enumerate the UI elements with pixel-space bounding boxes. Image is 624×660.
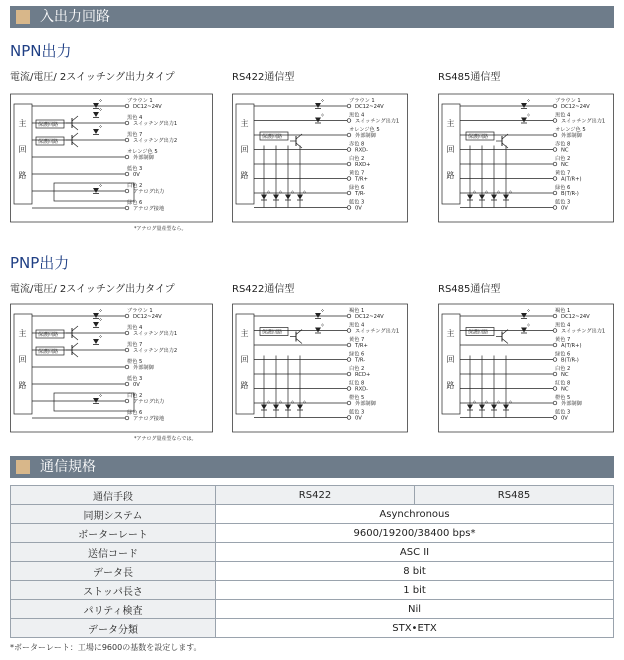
section-marker-icon	[16, 460, 30, 474]
spec-header-cell: RS485	[415, 486, 614, 505]
pnp-rs422-diagram	[232, 298, 410, 448]
wire-color-label: 橙色 5	[127, 359, 143, 365]
diode-icon	[467, 191, 476, 201]
terminal-icon	[553, 206, 557, 210]
wire-function-label: T/R+	[355, 176, 368, 183]
spec-value-cell: 1 bit	[216, 581, 614, 600]
wire-function-label: DC12~24V	[133, 104, 162, 110]
wire-color-label: 白色 2	[349, 366, 365, 372]
circuit-svg	[10, 298, 215, 448]
circuit-svg	[438, 88, 616, 238]
wire-function-label: NC	[561, 386, 569, 393]
diode-icon	[479, 401, 488, 411]
main-circuit-label: 回	[18, 145, 27, 154]
wire-color-label: 黄色 7	[349, 170, 365, 177]
terminal-icon	[125, 331, 129, 335]
terminal-icon	[553, 119, 557, 123]
wire-color-label: 白色 2	[127, 393, 143, 399]
wire-color-label: 藍色 3	[555, 409, 571, 416]
table-row	[11, 562, 614, 581]
diode-icon	[521, 99, 530, 109]
terminal-icon	[553, 343, 557, 347]
wire-color-label: 緑色 6	[349, 351, 365, 358]
wire-color-label: 黒色 4	[349, 322, 365, 329]
wire-color-label: 黒色 4	[127, 325, 143, 331]
main-circuit-label: 回	[446, 355, 455, 364]
diode-icon	[467, 401, 476, 411]
wire-color-label: 黒色 4	[349, 112, 365, 119]
terminal-icon	[347, 314, 351, 318]
wire-function-label: NC	[561, 372, 569, 378]
wire-function-label: DC12~24V	[133, 314, 162, 320]
main-circuit-label: 主	[240, 119, 249, 128]
spec-value-cell: Asynchronous	[216, 505, 614, 524]
wire-color-label: ブラウン 1	[127, 308, 153, 314]
diode-icon	[93, 394, 102, 404]
diode-icon	[93, 125, 102, 135]
wire-color-label: ブラウン 1	[349, 98, 375, 104]
terminal-icon	[125, 348, 129, 352]
protection-circuit-label: 保護回路	[468, 329, 489, 336]
wire-color-label: 赤色 8	[555, 141, 571, 148]
wire-color-label: 黄色 7	[555, 170, 571, 177]
diode-icon	[503, 191, 512, 201]
protection-circuit-label: 保護回路	[262, 134, 283, 140]
diode-icon	[521, 309, 530, 319]
diode-icon	[273, 401, 282, 411]
wire-color-label: 黄色 7	[349, 337, 365, 343]
wire-function-label: B(T/R-)	[561, 191, 579, 197]
wire-function-label: 外部制御	[133, 155, 154, 161]
terminal-icon	[553, 162, 557, 166]
wire-function-label: 0V	[561, 415, 568, 422]
spec-key-cell: ストッパ長さ	[11, 581, 216, 600]
diagram-note: *アナログ量産型ならでは。	[134, 436, 197, 442]
spec-key-cell: ボーターレート	[11, 524, 216, 543]
wire-color-label: 橙色 5	[349, 395, 365, 401]
spec-value-cell: ASC II	[216, 543, 614, 562]
terminal-icon	[125, 382, 129, 386]
wire-function-label: スイッチング出力1	[561, 328, 606, 335]
diode-icon	[285, 401, 294, 411]
table-row	[11, 524, 614, 543]
diode-icon	[297, 191, 306, 201]
main-circuit-label: 主	[446, 329, 455, 338]
wire-function-label: 外部制御	[133, 365, 154, 371]
npn-rs422-diagram	[232, 88, 410, 238]
main-circuit-label: 回	[446, 145, 455, 154]
npn-rs485-diagram	[438, 88, 616, 238]
terminal-icon	[347, 191, 351, 195]
circuit-svg	[232, 88, 410, 238]
circuit-frame	[11, 304, 213, 432]
section-marker-icon	[16, 10, 30, 24]
table-row	[11, 581, 614, 600]
table-row	[11, 600, 614, 619]
wire-function-label: RCD+	[355, 372, 371, 378]
diode-icon	[93, 309, 102, 319]
terminal-icon	[553, 133, 557, 137]
wire-color-label: 緑色 6	[555, 185, 571, 191]
spec-header-cell: 通信手段	[11, 486, 216, 505]
wire-function-label: DC12~24V	[355, 314, 384, 320]
main-circuit-label: 主	[446, 119, 455, 128]
wire-function-label: RXD-	[355, 386, 369, 393]
protection-circuit-label: 保護回路	[468, 134, 489, 140]
main-circuit-label: 路	[446, 381, 455, 390]
wire-color-label: 緑色 6	[127, 410, 143, 416]
terminal-icon	[347, 133, 351, 137]
wire-function-label: 外部制御	[561, 133, 582, 139]
circuit-frame	[233, 94, 408, 222]
wire-color-label: 藍色 3	[349, 199, 365, 206]
wire-color-label: 紅色 8	[555, 380, 571, 387]
terminal-icon	[125, 104, 129, 108]
terminal-icon	[553, 358, 557, 362]
wire-color-label: 白色 2	[555, 366, 571, 372]
main-circuit-label: 路	[18, 171, 27, 180]
terminal-icon	[553, 191, 557, 195]
npn-type-label-analog: 電流/電圧/ 2スイッチング出力タイプ	[10, 72, 175, 83]
wire-function-label: T/R+	[355, 343, 368, 349]
diode-icon	[273, 191, 282, 201]
wire-function-label: スイッチング出力1	[133, 331, 178, 337]
wire-color-label: 緑色 6	[127, 200, 143, 206]
terminal-icon	[347, 177, 351, 181]
diode-icon	[315, 114, 324, 124]
main-circuit-label: 路	[240, 381, 249, 390]
protection-circuit-label: 保護回路	[38, 349, 59, 355]
diode-icon	[521, 114, 530, 124]
wire-function-label: アナログ接地	[133, 206, 165, 212]
terminal-icon	[347, 206, 351, 210]
circuit-frame	[233, 304, 408, 432]
wire-color-label: 紅色 8	[349, 380, 365, 387]
terminal-icon	[347, 387, 351, 391]
wire-color-label: 白色 2	[555, 156, 571, 162]
protection-circuit-label: 保護回路	[38, 332, 59, 338]
terminal-icon	[347, 401, 351, 405]
wire-color-label: 褐色 1	[349, 308, 365, 314]
terminal-icon	[347, 416, 351, 420]
pnp-type-label-rs422: RS422通信型	[232, 284, 295, 295]
diagram-note: *アナログ量産型なら。	[134, 226, 187, 232]
wire-function-label: DC12~24V	[355, 104, 384, 110]
terminal-icon	[553, 314, 557, 318]
main-circuit-label: 路	[18, 381, 27, 390]
terminal-icon	[347, 104, 351, 108]
protection-circuit-label: 保護回路	[38, 122, 59, 128]
main-circuit-label: 主	[18, 119, 27, 128]
pnp-analog-diagram	[10, 298, 215, 448]
wire-color-label: オレンジ色 5	[555, 127, 586, 133]
wire-function-label: 0V	[561, 205, 568, 212]
circuit-svg	[438, 298, 616, 448]
diode-icon	[261, 401, 270, 411]
wire-function-label: DC12~24V	[561, 104, 590, 110]
main-circuit-label: 回	[18, 355, 27, 364]
spec-value-cell: 9600/19200/38400 bps*	[216, 524, 614, 543]
terminal-icon	[125, 138, 129, 142]
terminal-icon	[347, 162, 351, 166]
diode-icon	[93, 184, 102, 194]
spec-key-cell: パリティ検査	[11, 600, 216, 619]
diode-icon	[93, 335, 102, 345]
analog-output-box	[54, 183, 134, 201]
spec-value-cell: STX•ETX	[216, 619, 614, 638]
wire-color-label: 黒色 4	[555, 112, 571, 119]
diode-icon	[521, 324, 530, 334]
wire-function-label: スイッチング出力1	[561, 118, 606, 125]
diode-icon	[491, 191, 500, 201]
terminal-icon	[125, 121, 129, 125]
pnp-rs485-diagram	[438, 298, 616, 448]
terminal-icon	[347, 148, 351, 152]
diode-icon	[261, 191, 270, 201]
section-header-circuits	[10, 6, 614, 28]
npn-type-label-rs485: RS485通信型	[438, 72, 501, 83]
wire-function-label: A(T/R+)	[561, 343, 582, 349]
circuit-frame	[439, 304, 614, 432]
wire-function-label: NC	[561, 162, 569, 168]
terminal-icon	[553, 177, 557, 181]
terminal-icon	[347, 358, 351, 362]
wire-function-label: 0V	[355, 205, 362, 212]
main-circuit-label: 回	[240, 355, 249, 364]
terminal-icon	[553, 148, 557, 152]
wire-function-label: スイッチング出力2	[133, 138, 178, 144]
wire-color-label: 黒色 4	[127, 115, 143, 121]
wire-function-label: NC	[561, 147, 569, 154]
spec-key-cell: データ分類	[11, 619, 216, 638]
diode-icon	[93, 318, 102, 328]
table-row	[11, 505, 614, 524]
npn-analog-diagram	[10, 88, 215, 238]
wire-function-label: スイッチング出力2	[133, 348, 178, 354]
diode-icon	[503, 401, 512, 411]
spec-value-cell: 8 bit	[216, 562, 614, 581]
wire-color-label: 橙色 5	[555, 395, 571, 401]
terminal-icon	[553, 401, 557, 405]
wire-function-label: B(T/R-)	[561, 357, 579, 364]
wire-color-label: ブラウン 1	[127, 98, 153, 104]
terminal-icon	[347, 343, 351, 347]
transistor-icon	[290, 330, 302, 344]
diode-icon	[297, 401, 306, 411]
npn-type-label-rs422: RS422通信型	[232, 72, 295, 83]
wire-color-label: 赤色 8	[349, 141, 365, 148]
wire-function-label: 外部制御	[355, 401, 376, 407]
spec-key-cell: 同期システム	[11, 505, 216, 524]
wire-function-label: DC12~24V	[561, 314, 590, 320]
analog-output-box	[54, 393, 134, 411]
transistor-icon	[496, 330, 508, 344]
wire-color-label: オレンジ色 5	[349, 127, 380, 133]
diode-icon	[93, 108, 102, 118]
diode-icon	[315, 309, 324, 319]
terminal-icon	[347, 372, 351, 376]
wire-function-label: アナログ接地	[133, 416, 165, 422]
wire-function-label: 外部制御	[355, 133, 376, 139]
spec-table-header-row	[11, 486, 614, 505]
wire-function-label: 0V	[133, 172, 140, 178]
diode-icon	[479, 191, 488, 201]
wire-color-label: 黒色 7	[127, 342, 143, 348]
terminal-icon	[125, 155, 129, 159]
terminal-icon	[553, 329, 557, 333]
circuit-frame	[439, 94, 614, 222]
main-circuit-label: 主	[240, 329, 249, 338]
circuit-svg	[10, 88, 215, 238]
spec-value-cell: Nil	[216, 600, 614, 619]
diode-icon	[491, 401, 500, 411]
terminal-icon	[553, 372, 557, 376]
spec-header-cell: RS422	[216, 486, 415, 505]
wire-color-label: 藍色 3	[555, 199, 571, 206]
wire-function-label: 外部制御	[561, 401, 582, 407]
wire-color-label: 白色 2	[349, 156, 365, 162]
wire-function-label: アナログ出力	[133, 189, 165, 195]
spec-footnote: *ボーターレート：工場に9600の基数を設定します。	[10, 643, 202, 652]
terminal-icon	[125, 189, 129, 193]
diode-icon	[285, 191, 294, 201]
main-circuit-label: 路	[240, 171, 249, 180]
circuit-frame	[11, 94, 213, 222]
terminal-icon	[553, 104, 557, 108]
section-title: 入出力回路	[40, 9, 110, 25]
wire-function-label: スイッチング出力1	[355, 328, 400, 335]
terminal-icon	[553, 387, 557, 391]
main-circuit-label: 回	[240, 145, 249, 154]
pnp-type-label-rs485: RS485通信型	[438, 284, 501, 295]
terminal-icon	[125, 172, 129, 176]
wire-color-label: 緑色 6	[349, 185, 365, 191]
protection-circuit-label: 保護回路	[38, 139, 59, 145]
npn-heading: NPN出力	[10, 42, 72, 60]
diode-icon	[315, 99, 324, 109]
wire-function-label: スイッチング出力1	[355, 118, 400, 125]
terminal-icon	[125, 399, 129, 403]
main-circuit-label: 主	[18, 329, 27, 338]
terminal-icon	[125, 416, 129, 420]
wire-function-label: スイッチング出力1	[133, 121, 178, 127]
wire-color-label: オレンジ色 5	[127, 149, 158, 155]
circuit-svg	[232, 298, 410, 448]
protection-circuit-label: 保護回路	[262, 329, 283, 336]
table-row	[11, 543, 614, 562]
wire-color-label: 褐色 1	[555, 308, 571, 314]
wire-color-label: 黒色 7	[127, 132, 143, 138]
wire-color-label: ブラウン 1	[555, 98, 581, 104]
wire-color-label: 緑色 6	[555, 351, 571, 358]
spec-key-cell: データ長	[11, 562, 216, 581]
terminal-icon	[125, 365, 129, 369]
terminal-icon	[347, 119, 351, 123]
wire-color-label: 藍色 3	[349, 409, 365, 416]
pnp-heading: PNP出力	[10, 254, 70, 272]
main-circuit-label: 路	[446, 171, 455, 180]
pnp-type-label-analog: 電流/電圧/ 2スイッチング出力タイプ	[10, 284, 175, 295]
wire-function-label: RXD-	[355, 147, 369, 154]
wire-color-label: 藍色 3	[127, 376, 143, 382]
wire-color-label: 白色 2	[127, 183, 143, 189]
wire-function-label: RXD+	[355, 162, 371, 168]
wire-color-label: 黄色 7	[555, 337, 571, 343]
terminal-icon	[125, 314, 129, 318]
section-title: 通信規格	[40, 459, 96, 475]
wire-function-label: T/R-	[355, 191, 366, 197]
diode-icon	[93, 99, 102, 109]
spec-table	[10, 485, 614, 638]
terminal-icon	[553, 416, 557, 420]
wire-function-label: T/R-	[355, 357, 366, 364]
wire-color-label: 黒色 4	[555, 322, 571, 329]
spec-key-cell: 送信コード	[11, 543, 216, 562]
diode-icon	[315, 324, 324, 334]
terminal-icon	[347, 329, 351, 333]
wire-color-label: 藍色 3	[127, 166, 143, 172]
section-header-spec	[10, 456, 614, 478]
wire-function-label: 0V	[133, 382, 140, 388]
terminal-icon	[125, 206, 129, 210]
wire-function-label: アナログ出力	[133, 399, 165, 405]
wire-function-label: 0V	[355, 415, 362, 422]
table-row	[11, 619, 614, 638]
wire-function-label: A(T/R+)	[561, 176, 582, 183]
